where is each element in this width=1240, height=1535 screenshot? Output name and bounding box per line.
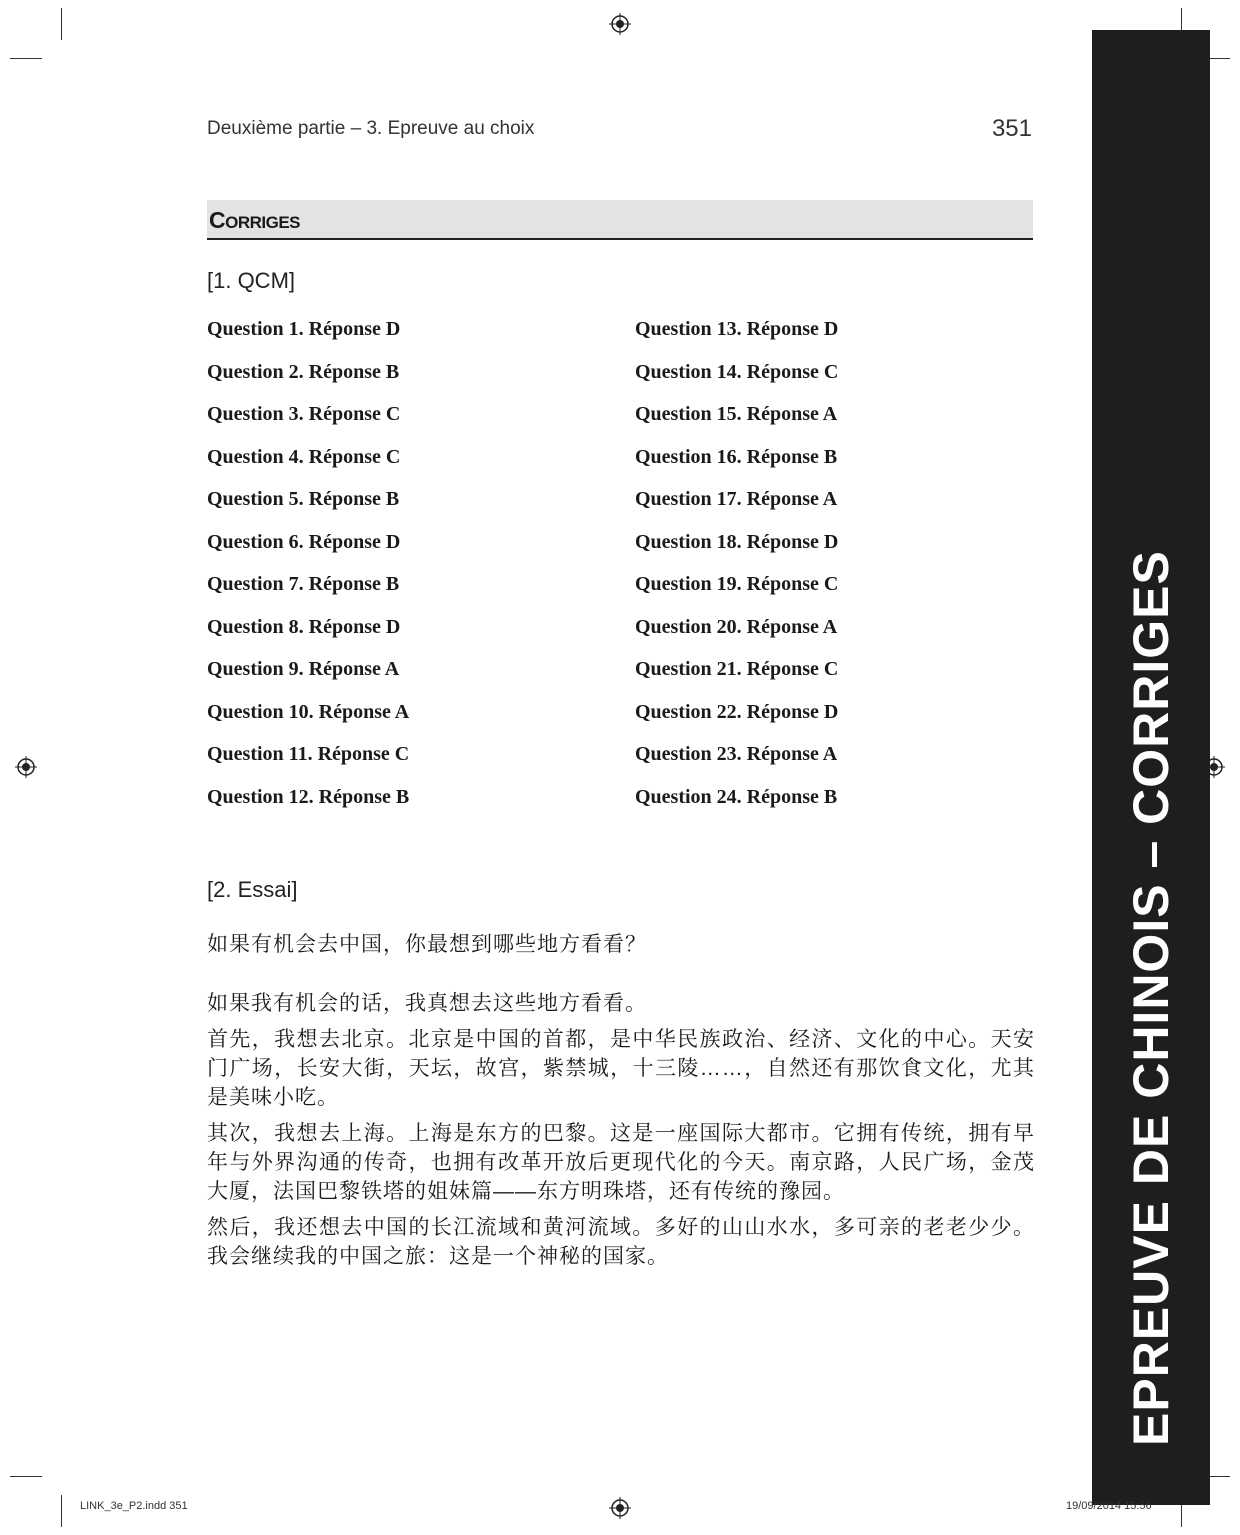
page-number: 351 bbox=[991, 115, 1032, 142]
essay-body bbox=[207, 989, 1035, 1278]
essay-paragraph: 如果我有机会的话，我真想去这些地方看看。 bbox=[207, 992, 647, 1015]
essay-paragraph: 其次，我想去上海。上海是东方的巴黎。这是一座国际大都市。它拥有传统，拥有早年与外界沟通的传奇，也拥有改革开放后更现代化的今天。南京路，人民广场，金茂大厦，法国巴黎铁塔的姐妹篇——东方明珠塔，还有传统的豫园。 bbox=[207, 1122, 1035, 1203]
side-tab-label: EPREUVE DE CHINOIS – CORRIGES bbox=[1123, 550, 1179, 1446]
essay-question: 如果有机会去中国，你最想到哪些地方看看？ bbox=[207, 933, 647, 956]
subsection-qcm: [1. QCM] bbox=[207, 268, 296, 293]
answer-item: Question 13. Réponse D bbox=[635, 318, 839, 340]
side-tab bbox=[1092, 30, 1210, 1505]
running-head: Deuxième partie – 3. Epreuve au choix bbox=[207, 118, 535, 139]
answer-item: Question 7. Réponse B bbox=[207, 573, 400, 595]
answer-item: Question 11. Réponse C bbox=[207, 743, 410, 765]
answer-item: Question 16. Réponse B bbox=[635, 445, 838, 468]
crop-mark bbox=[10, 58, 42, 59]
answer-item: Question 15. Réponse A bbox=[635, 403, 838, 425]
answer-item: Question 14. Réponse C bbox=[635, 360, 839, 383]
registration-mark-icon bbox=[15, 756, 37, 778]
answer-item: Question 12. Réponse B bbox=[207, 785, 410, 808]
answer-item: Question 20. Réponse A bbox=[635, 615, 838, 638]
answer-item: Question 21. Réponse C bbox=[635, 658, 839, 680]
section-title-rest: ORRIGES bbox=[225, 213, 301, 232]
answer-item: Question 17. Réponse A bbox=[635, 488, 838, 510]
answer-item: Question 18. Réponse D bbox=[635, 530, 839, 553]
answer-item: Question 6. Réponse D bbox=[207, 530, 401, 553]
essay-paragraph: 然后，我还想去中国的长江流域和黄河流域。多好的山山水水，多可亲的老老少少。我会继续我的中国之旅：这是一个神秘的国家。 bbox=[207, 1216, 1035, 1268]
answer-item: Question 1. Réponse D bbox=[207, 318, 401, 340]
slug-date: 19/09/2014 15:56 bbox=[1066, 1500, 1152, 1512]
section-title-initial: C bbox=[209, 207, 226, 233]
essay-paragraph: 首先，我想去北京。北京是中国的首都，是中华民族政治、经济、文化的中心。天安门广场，长安大街，天坛，故宫，紫禁城，十三陵……，自然还有那饮食文化，尤其是美味小吃。 bbox=[207, 1028, 1035, 1109]
answer-item: Question 23. Réponse A bbox=[635, 743, 838, 765]
crop-mark bbox=[61, 1495, 62, 1527]
section-header bbox=[207, 200, 1033, 240]
answer-item: Question 19. Réponse C bbox=[635, 573, 839, 595]
answer-item: Question 3. Réponse C bbox=[207, 403, 401, 425]
answer-item: Question 9. Réponse A bbox=[207, 658, 400, 680]
slug-file: LINK_3e_P2.indd 351 bbox=[80, 1500, 188, 1512]
answer-item: Question 5. Réponse B bbox=[207, 488, 400, 510]
answer-item: Question 2. Réponse B bbox=[207, 360, 400, 383]
answer-item: Question 4. Réponse C bbox=[207, 445, 401, 468]
answer-item: Question 24. Réponse B bbox=[635, 785, 838, 808]
registration-mark-icon bbox=[609, 1497, 631, 1519]
crop-mark bbox=[10, 1476, 42, 1477]
answer-item: Question 22. Réponse D bbox=[635, 700, 839, 723]
section-title bbox=[209, 207, 300, 234]
answer-item: Question 8. Réponse D bbox=[207, 615, 401, 638]
crop-mark bbox=[61, 8, 62, 40]
answer-item: Question 10. Réponse A bbox=[207, 700, 410, 723]
registration-mark-icon bbox=[609, 13, 631, 35]
subsection-essai: [2. Essai] bbox=[207, 877, 298, 902]
